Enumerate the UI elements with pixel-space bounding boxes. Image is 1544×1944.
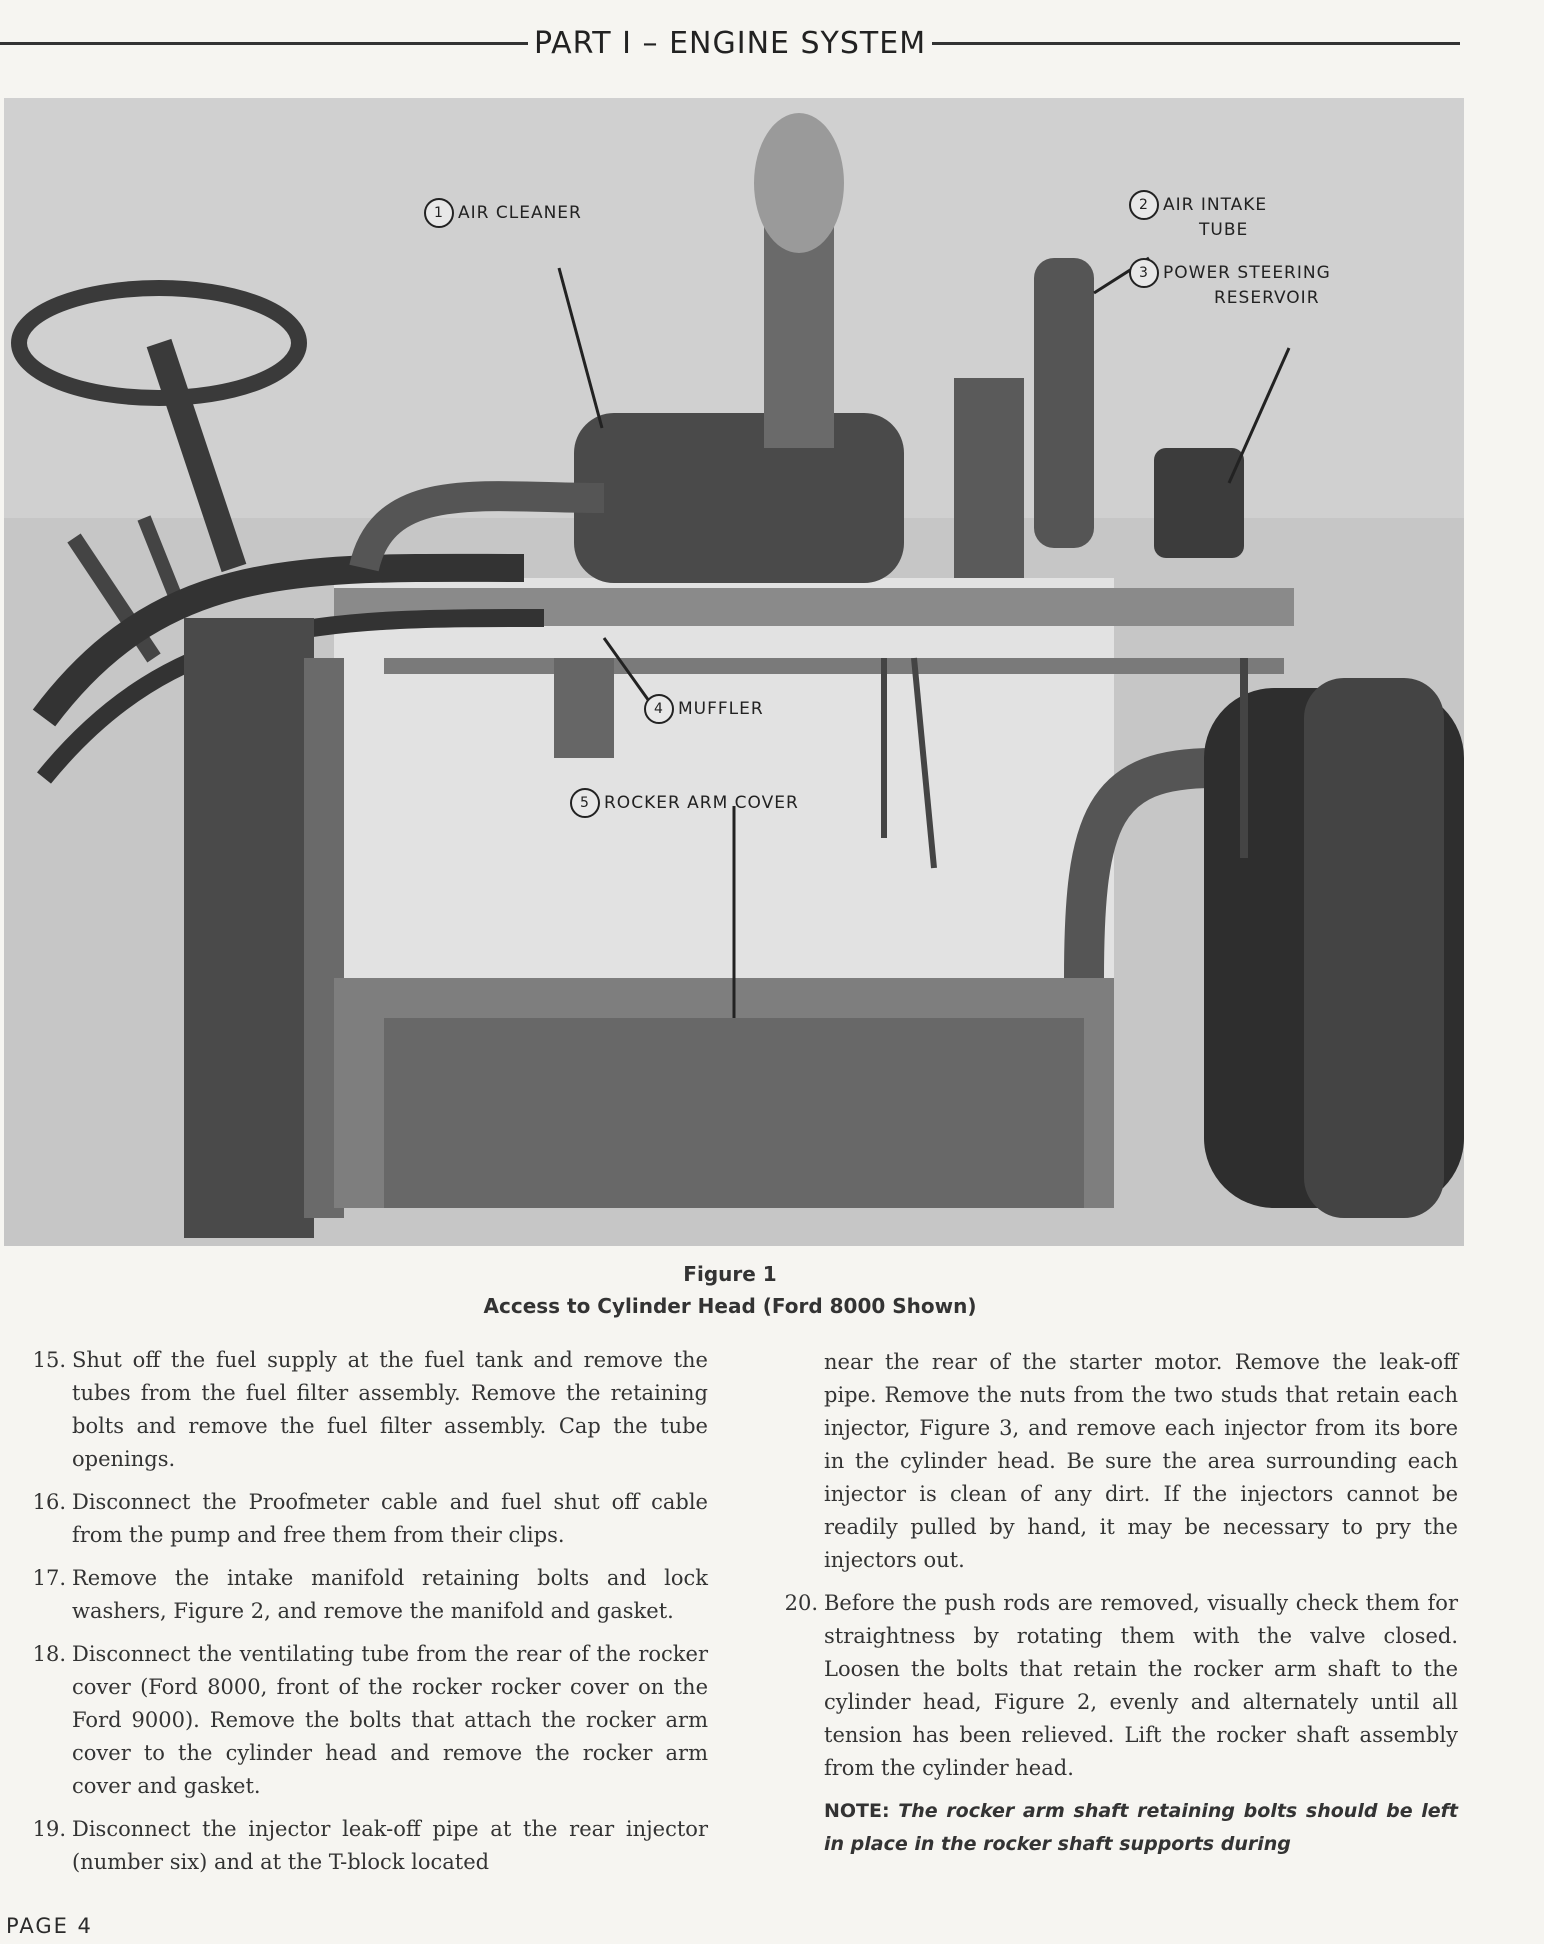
right-column: [772, 1346, 1458, 1861]
item-text: Disconnect the ventilating tube from the rear of the rocker cover (Ford 8000, front of the rocker rocker cover on the Ford 9000). Remove the bolts that attach the rocker arm cover to the cylinder head and remove the rocker arm cover and gasket.: [72, 1642, 708, 1798]
list-item: [20, 1486, 708, 1552]
item-number: 20.: [784, 1591, 818, 1615]
figure-photo: [4, 98, 1464, 1246]
item-number: 15.: [32, 1348, 66, 1372]
label-muffler: [644, 694, 764, 724]
callout-5: 5: [570, 788, 600, 818]
label-power-steering-text: POWER STEERING: [1163, 263, 1331, 283]
page-number: PAGE 4: [6, 1914, 93, 1938]
item-number: 16.: [32, 1490, 66, 1514]
header-rule-left: [0, 42, 528, 45]
label-rocker-arm-cover-text: ROCKER ARM COVER: [604, 793, 799, 813]
note-label: NOTE:: [824, 1800, 890, 1822]
callout-3: 3: [1129, 258, 1159, 288]
label-air-intake-tube: [1129, 190, 1267, 240]
label-muffler-text: MUFFLER: [678, 699, 764, 719]
header-rule-right: [932, 42, 1460, 45]
item-number: 17.: [32, 1566, 66, 1590]
label-air-cleaner: [424, 198, 582, 228]
list-item: [772, 1587, 1458, 1785]
item-text: Disconnect the Proofmeter cable and fuel shut off cable from the pump and free them from their clips.: [72, 1490, 708, 1547]
item-text: Shut off the fuel supply at the fuel tank and remove the tubes from the fuel filter assembly. Remove the retaining bolts and remove the fuel filter assembly. Cap the tube openings.: [72, 1348, 708, 1471]
item-text: Remove the intake manifold retaining bolts and lock washers, Figure 2, and remove the manifold and gasket.: [72, 1566, 708, 1623]
list-item: [20, 1813, 708, 1879]
section-title: PART I – ENGINE SYSTEM: [533, 25, 927, 61]
label-power-steering-text2: RESERVOIR: [1214, 288, 1320, 308]
item-number: 19.: [32, 1817, 66, 1841]
callout-1: 1: [424, 198, 454, 228]
label-air-intake-text: AIR INTAKE: [1163, 195, 1268, 215]
label-power-steering-reservoir: [1129, 258, 1331, 308]
label-air-intake-text2: TUBE: [1199, 220, 1249, 240]
continuation-paragraph: near the rear of the starter motor. Remove the leak-off pipe. Remove the nuts from the two studs that retain each injector, Figure 3, and remove each injector from its bore in the cylinder head. Be sure the area surrounding each injector is clean of any dirt. If the injectors cannot be readily pulled by hand, it may be necessary to pry the injectors out.: [824, 1350, 1458, 1572]
label-air-cleaner-text: AIR CLEANER: [458, 203, 582, 223]
label-rocker-arm-cover: [570, 788, 799, 818]
item-text: Before the push rods are removed, visually check them for straightness by rotating them with the valve closed. Loosen the bolts that retain the rocker arm shaft to the cylinder head, Figure 2, evenly and alternately until all tension has been relieved. Lift the rocker shaft assembly from the cylinder head.: [824, 1591, 1458, 1780]
note: [772, 1795, 1458, 1861]
left-column: [20, 1344, 708, 1889]
note-text: The rocker arm shaft retaining bolts should be left in place in the rocker shaft supports during: [824, 1800, 1458, 1855]
list-item: [20, 1562, 708, 1628]
item-number: 18.: [32, 1642, 66, 1666]
list-item: [20, 1638, 708, 1803]
figure-caption-title: Figure 1: [683, 1262, 777, 1286]
callout-4: 4: [644, 694, 674, 724]
item-text: Disconnect the injector leak-off pipe at the rear injector (number six) and at the T-block located: [72, 1817, 708, 1874]
figure-caption-subtitle: Access to Cylinder Head (Ford 8000 Shown): [483, 1294, 977, 1318]
callout-2: 2: [1129, 190, 1159, 220]
page-header: [0, 18, 1460, 68]
list-item: [20, 1344, 708, 1476]
